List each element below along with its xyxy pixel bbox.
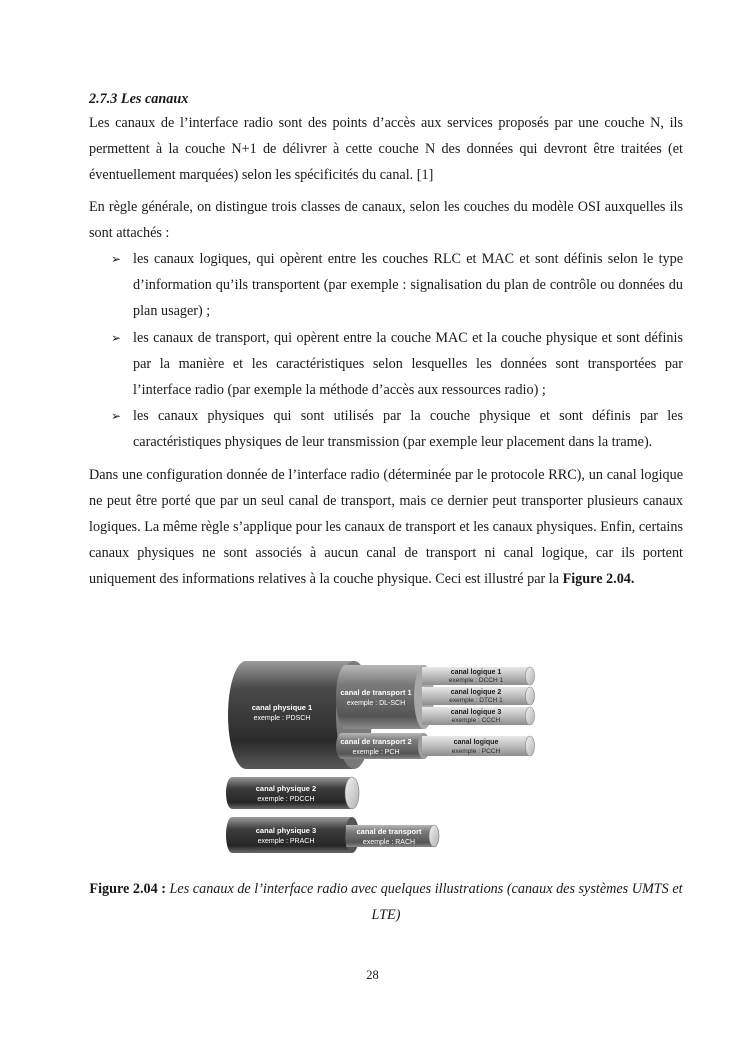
physique2-example: exemple : PDCCH xyxy=(257,796,315,803)
logique1-example: exemple : DCCH 1 xyxy=(448,677,504,684)
channel-figure xyxy=(224,659,539,859)
transport3-example: exemple : RACH xyxy=(362,839,416,846)
logique2-name: canal logique 2 xyxy=(450,689,502,696)
section-number: 2.7.3 xyxy=(89,91,118,107)
paragraph-intro: Les canaux de l’interface radio sont des points d’accès aux services proposés par une couche N, ils permettent à la couche N+1 de délivrer à cette couche N des données qui devront être traitées (et éventuellement marquées) selon les spécificités du canal. [1] xyxy=(89,115,683,184)
physique1-example: exemple : PDSCH xyxy=(253,715,311,722)
arrow-bullet-icon: ➢ xyxy=(111,252,122,267)
transport2-name: canal de transport 2 xyxy=(340,737,412,746)
transport2-example: exemple : PCH xyxy=(352,749,400,756)
transport1-pipe xyxy=(336,665,434,729)
bullet-list xyxy=(89,246,683,456)
paragraph-configuration-text: Dans une configuration donnée de l’interface radio (déterminée par le protocole RRC), un canal logique ne peut être porté que par un seul canal de transport, mais ce dernier peut transporter plusieurs canaux logiques. La même règle s’applique pour les canaux de transport et les canaux physiques. Enfin, certains canaux physiques ne sont associés à aucun canal de transport ni canal logique, car ils portent uniquement des informations relatives à la couche physique. Ceci est illustré par la xyxy=(89,466,683,588)
list-item xyxy=(89,325,683,404)
logique1-name: canal logique 1 xyxy=(450,669,502,676)
list-item-text: les canaux logiques, qui opèrent entre les couches RLC et MAC et sont définis selon le type d’information qu’ils transportent (par exemple : signalisation du plan de contrôle ou données du plan usager) ; xyxy=(133,251,683,320)
figure-reference: Figure 2.04. xyxy=(562,571,635,588)
logique3-example: exemple : CCCH xyxy=(451,717,501,724)
physique3-name: canal physique 3 xyxy=(255,826,317,835)
logique4-example: exemple : PCCH xyxy=(451,748,501,755)
list-item xyxy=(89,403,683,455)
page-number: 28 xyxy=(366,968,379,982)
logique2-example: exemple : DTCH 1 xyxy=(449,697,503,704)
paragraph-classes: En règle générale, on distingue trois classes de canaux, selon les couches du modèle OSI auxquelles ils sont attachés : xyxy=(89,198,683,241)
transport1-name: canal de transport 1 xyxy=(340,688,412,697)
arrow-bullet-icon: ➢ xyxy=(111,330,122,345)
physique2-pipe xyxy=(226,777,359,809)
channel-diagram xyxy=(224,659,539,859)
transport3-name: canal de transport xyxy=(356,827,422,836)
list-item xyxy=(89,246,683,325)
physique3-pipe xyxy=(226,817,359,853)
page-body xyxy=(89,88,683,593)
list-item-text: les canaux de transport, qui opèrent entre la couche MAC et la couche physique et sont définis par la manière et les caractéristiques selon lesquelles les données sont transportées par l’interface radio (par exemple la méthode d’accès aux ressources radio) ; xyxy=(133,329,683,399)
caption-label: Figure 2.04 : xyxy=(89,881,166,897)
section-title: Les canaux xyxy=(120,91,189,107)
logique3-name: canal logique 3 xyxy=(450,709,502,716)
list-item-text: les canaux physiques qui sont utilisés par la couche physique et sont définis par les caractéristiques physiques de leur transmission (par exemple leur placement dans la trame). xyxy=(133,408,683,451)
section-heading xyxy=(89,88,683,110)
logique4-name: canal logique xyxy=(453,739,499,746)
arrow-bullet-icon: ➢ xyxy=(111,409,122,424)
paragraph-configuration xyxy=(89,462,683,593)
figure-caption xyxy=(89,876,683,928)
caption-text: Les canaux de l’interface radio avec quelques illustrations (canaux des systèmes UMTS et LTE) xyxy=(169,881,683,923)
transport1-example: exemple : DL-SCH xyxy=(346,700,406,707)
physique1-name: canal physique 1 xyxy=(251,703,313,712)
physique2-name: canal physique 2 xyxy=(255,784,317,793)
physique3-example: exemple : PRACH xyxy=(257,838,315,845)
